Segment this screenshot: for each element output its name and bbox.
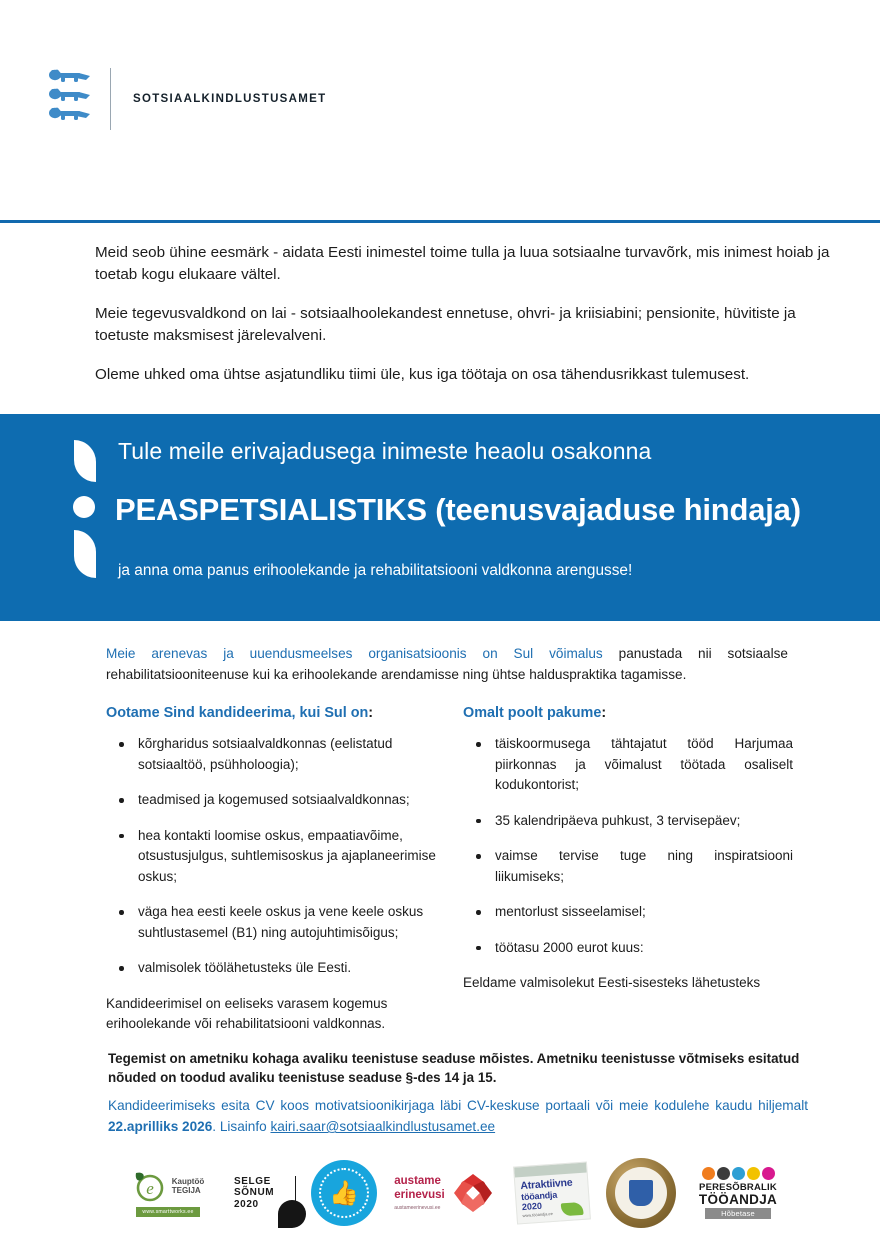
list-item: mentorlust sisseelamisel; — [463, 902, 793, 923]
atraktiivne-tooandja-logo — [506, 1154, 598, 1232]
banner-subtitle-top: Tule meile erivajadusega inimeste heaolu osakonna — [118, 438, 652, 464]
offer-note: Eeldame valmisolekut Eesti-sisesteks lähetusteks — [463, 975, 761, 991]
offer-heading-text: Omalt poolt pakume — [463, 705, 602, 721]
austame-line1: austame — [394, 1175, 441, 1188]
eco-logo-line1: Kauptöö — [171, 1176, 205, 1186]
requirements-list — [106, 734, 451, 979]
austame-line2: erinevusi — [394, 1188, 445, 1201]
offer-heading-colon: : — [601, 705, 607, 721]
tunnustatud-tooandja-logo — [306, 1154, 382, 1232]
list-item: väga hea eesti keele oskus ja vene keele oskus suhtlustasemel (B1) ning autojuhtimisõigus; — [106, 902, 451, 943]
offer-list — [463, 734, 793, 958]
list-item: 35 kalendripäeva puhkust, 3 tervisepäev; — [463, 811, 793, 832]
austame-erinevusi-logo — [386, 1154, 502, 1232]
thumbs-up-icon: 👍 — [319, 1168, 369, 1218]
requirements-column — [106, 705, 451, 1035]
intro-paragraph-2: Meie tegevusvaldkond on lai - sotsiaalhoolekandest ennetuse, ohvri- ja kriisiabini; pensionite, hüvitiste ja toetuste maksmisest järelevalveni. — [95, 305, 796, 345]
gold-seal-icon — [606, 1158, 676, 1228]
requirements-heading-text: Ootame Sind kandideerima, kui Sul on — [106, 705, 369, 721]
application-instructions — [108, 1095, 808, 1137]
requirements-heading-colon: : — [368, 705, 374, 721]
lead-rest: panustada nii sotsiaalse rehabilitatsiooniteenuse kui ka erihoolekande arendamisse ning ühtse halduspraktika tagamisse. — [106, 646, 788, 683]
organization-name: SOTSIAALKINDLUSTUSAMET — [133, 93, 327, 105]
intro-paragraph-1: Meid seob ühine eesmärk - aidata Eesti inimestel toime tulla ja luua sotsiaalne turvavõrk, mis inimest hoiab ja toetab kogu elukaare vältel. — [95, 244, 830, 284]
offer-column — [463, 705, 793, 994]
decorative-quote-mark-icon — [68, 440, 102, 580]
header-logo-block — [46, 68, 326, 130]
atraktiivne-top: Atraktiivne — [520, 1176, 573, 1193]
job-title: PEASPETSIALISTIKS (teenusvajaduse hindaja) — [115, 492, 801, 527]
pere-level-badge: Hõbetase — [705, 1208, 771, 1219]
eco-logo-url: www.smarttworks.ee — [136, 1207, 199, 1217]
red-diamond-icon — [452, 1172, 494, 1214]
intro-section — [95, 242, 843, 386]
requirements-note: Kandideerimisel on eeliseks varasem kogemus erihoolekande või rehabilitatsiooni valdkonnas. — [106, 995, 388, 1032]
offer-heading — [463, 705, 793, 721]
legal-notice: Tegemist on ametniku kohaga avaliku teenistuse seaduse mõistes. Ametniku teenistusse võtmiseks esitatud nõuded on toodud avaliku teenistuse seaduse §-des 14 ja 15. — [108, 1051, 800, 1086]
pere-line2: TÖÖANDJA — [698, 1191, 778, 1207]
atraktiivne-year: 2020 — [521, 1200, 543, 1213]
gold-seal-logo — [602, 1154, 680, 1232]
svg-text:e: e — [146, 1179, 154, 1198]
requirements-heading — [106, 705, 451, 721]
eco-logo-line2: TEGIJA — [171, 1186, 201, 1195]
eco-tegija-logo — [112, 1154, 224, 1232]
balloon-figures-icon — [702, 1167, 775, 1180]
job-title-banner — [0, 414, 880, 621]
green-leaf-e-icon — [132, 1169, 166, 1203]
pere-line1: PERESÕBRALIK — [699, 1181, 777, 1193]
atraktiivne-sub: www.tööandja.ee — [522, 1210, 554, 1219]
header-rule — [0, 220, 880, 223]
contact-email-link[interactable]: kairi.saar@sotsiaalkindlustusamet.ee — [270, 1119, 496, 1135]
estonian-coat-of-arms-icon — [46, 68, 94, 130]
selge-line1: SELGE — [234, 1176, 271, 1188]
selge-line2: SÕNUM — [234, 1187, 275, 1199]
intro-paragraph-3: Oleme uhked oma ühtse asjatundliku tiimi üle, kus iga töötaja on osa tähendusrikkast tulemusest. — [95, 366, 750, 384]
certification-logo-strip — [112, 1152, 792, 1234]
application-deadline: 22.aprilliks 2026 — [108, 1119, 213, 1135]
austame-sub: austameerinevusi.ee — [394, 1204, 441, 1211]
selge-line3: 2020 — [234, 1198, 259, 1210]
lead-highlight: Meie arenevas ja uuendusmeelses organisatsioonis on Sul võimalus — [106, 646, 603, 661]
list-item: hea kontakti loomise oskus, empaatiavõime, otsustusjulgus, suhtlemisoskus ja ajaplaneerimise oskus; — [106, 826, 451, 888]
apply-text-part1: Kandideerimiseks esita CV koos motivatsioonikirjaga läbi CV-keskuse portaali või meie kodulehe kaudu hiljemalt — [108, 1098, 808, 1113]
list-item: teadmised ja kogemused sotsiaalvaldkonnas; — [106, 790, 451, 811]
page-header — [0, 0, 880, 222]
list-item: vaimse tervise tuge ning inspiratsiooni liikumiseks; — [463, 846, 793, 887]
list-item: täiskoormusega tähtajatut tööd Harjumaa piirkonnas ja võimalust töötada osaliselt kodukontorist; — [463, 734, 793, 796]
atraktiivne-mid: tööandja — [520, 1189, 558, 1203]
peresobralik-tooandja-logo — [684, 1154, 792, 1232]
list-item: valmisolek töölähetusteks üle Eesti. — [106, 958, 451, 979]
lead-paragraph — [106, 643, 788, 685]
apply-text-part2: . Lisainfo — [212, 1119, 271, 1135]
selge-speech-blob-icon — [278, 1200, 306, 1228]
list-item: töötasu 2000 eurot kuus: — [463, 938, 793, 959]
banner-subtitle-bottom: ja anna oma panus erihoolekande ja rehabilitatsiooni valdkonna arengusse! — [118, 562, 633, 579]
header-divider — [110, 68, 111, 130]
selge-sonum-logo — [228, 1154, 302, 1232]
list-item: kõrgharidus sotsiaalvaldkonnas (eelistatud sotsiaaltöö, psühholoogia); — [106, 734, 451, 775]
